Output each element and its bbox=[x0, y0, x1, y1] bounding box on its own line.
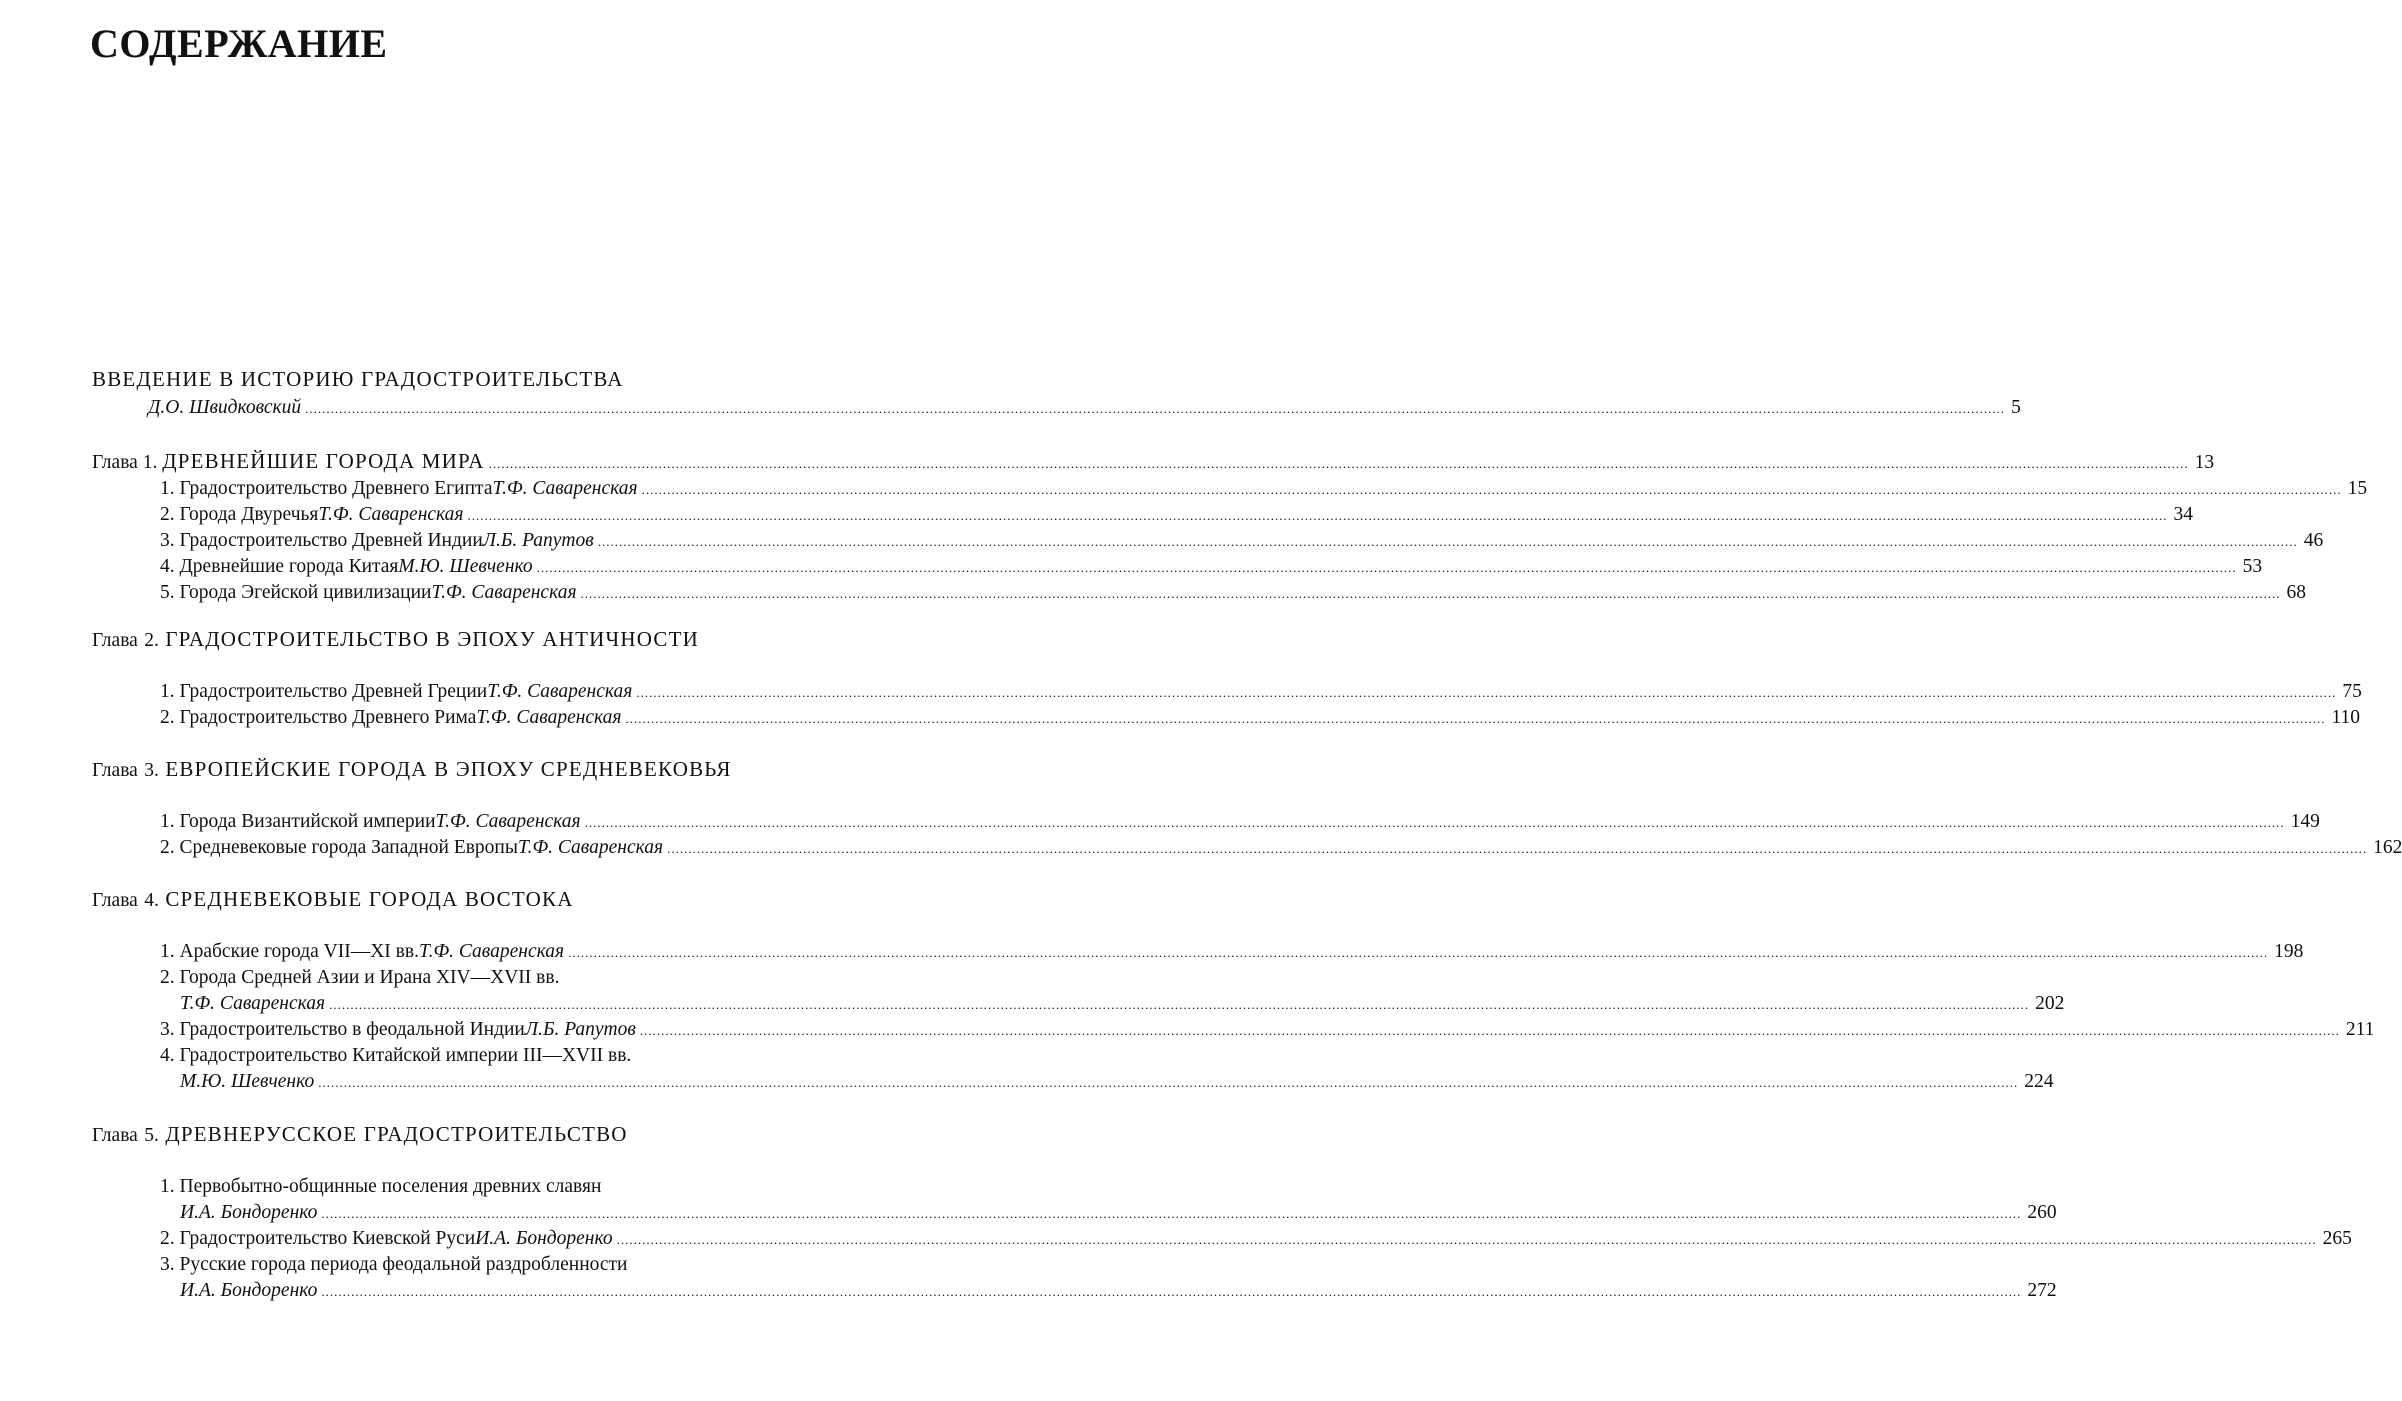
entry-title: 1. Арабские города VII—XI вв. bbox=[160, 941, 419, 962]
dot-leader: ................................................................................................................................................................................................................................................................................................................................................................................................................ bbox=[625, 711, 2326, 726]
toc-entry bbox=[180, 1069, 2054, 1096]
entry-title: 1. Градостроительство Древнего Египта bbox=[160, 478, 493, 499]
entry-author: М.Ю. Шевченко bbox=[398, 556, 533, 577]
entry-title: 1. Города Византийской империи bbox=[160, 811, 436, 832]
page-number: 211 bbox=[2345, 1019, 2375, 1040]
entry-title: 5. Города Эгейской цивилизации bbox=[160, 582, 432, 603]
toc-entry bbox=[180, 1200, 2057, 1227]
dot-leader: ................................................................................................................................................................................................................................................................................................................................................................................................................ bbox=[584, 815, 2285, 830]
page-number: 15 bbox=[2347, 478, 2368, 499]
toc-entry bbox=[180, 991, 2065, 1018]
entry-title: 2. Градостроительство Киевской Руси bbox=[160, 1228, 476, 1249]
entry-author: Л.Б. Рапутов bbox=[482, 530, 594, 551]
toc-entry bbox=[160, 809, 2320, 836]
chapter-number: 1. bbox=[142, 452, 158, 473]
toc-row bbox=[0, 1252, 1000, 1278]
chapter-heading-row bbox=[92, 887, 574, 912]
toc-row bbox=[0, 991, 2065, 1017]
page-number: 272 bbox=[2027, 1280, 2057, 1301]
dot-leader: ................................................................................................................................................................................................................................................................................................................................................................................................................ bbox=[305, 401, 2006, 416]
dot-leader: ................................................................................................................................................................................................................................................................................................................................................................................................................ bbox=[639, 1023, 2340, 1038]
toc-row bbox=[0, 679, 2362, 705]
page-number: 75 bbox=[2342, 681, 2362, 702]
chapter-label: Глава bbox=[92, 760, 138, 781]
entry-author: Т.Ф. Саваренская bbox=[492, 478, 638, 499]
toc-row bbox=[0, 1174, 1000, 1200]
toc-row bbox=[0, 476, 2368, 502]
entry-title: 2. Градостроительство Древнего Рима bbox=[160, 707, 477, 728]
entry-author: Т.Ф. Саваренская bbox=[487, 681, 633, 702]
chapter-label: Глава bbox=[92, 890, 138, 911]
page-number: 5 bbox=[2011, 397, 2021, 418]
entry-author: Т.Ф. Саваренская bbox=[318, 504, 464, 525]
dot-leader: ................................................................................................................................................................................................................................................................................................................................................................................................................ bbox=[636, 685, 2337, 700]
entry-title: 2. Города Двуречья bbox=[160, 504, 319, 525]
toc-row bbox=[0, 554, 2263, 580]
intro-author: Д.О. Швидковский bbox=[148, 397, 302, 418]
dot-leader: ................................................................................................................................................................................................................................................................................................................................................................................................................ bbox=[488, 456, 2189, 471]
chapter-number: 4. bbox=[144, 890, 159, 911]
page-number: 265 bbox=[2322, 1228, 2352, 1249]
entry-author: И.А. Бондоренко bbox=[475, 1228, 613, 1249]
page-number: 68 bbox=[2286, 582, 2307, 603]
page-number: 13 bbox=[2194, 452, 2215, 473]
dot-leader: ................................................................................................................................................................................................................................................................................................................................................................................................................ bbox=[536, 560, 2237, 575]
chapter-title: СРЕДНЕВЕКОВЫЕ ГОРОДА ВОСТОКА bbox=[165, 887, 574, 911]
chapter-heading-row bbox=[0, 448, 2215, 474]
toc-row bbox=[0, 705, 2361, 731]
dot-leader: ................................................................................................................................................................................................................................................................................................................................................................................................................ bbox=[597, 534, 2298, 549]
entry-title: 4. Градостроительство Китайской империи III—XVII вв. bbox=[160, 1045, 632, 1066]
page-number: 34 bbox=[2173, 504, 2193, 525]
toc-entry bbox=[160, 939, 2304, 966]
page-number: 260 bbox=[2027, 1202, 2057, 1223]
dot-leader: ................................................................................................................................................................................................................................................................................................................................................................................................................ bbox=[568, 945, 2269, 960]
toc-entry bbox=[160, 835, 2402, 862]
dot-leader: ................................................................................................................................................................................................................................................................................................................................................................................................................ bbox=[329, 997, 2030, 1012]
intro-heading-row bbox=[92, 367, 624, 392]
entry-author: И.А. Бондоренко bbox=[180, 1202, 318, 1223]
page-number: 53 bbox=[2242, 556, 2263, 577]
dot-leader: ................................................................................................................................................................................................................................................................................................................................................................................................................ bbox=[467, 508, 2168, 523]
toc-row bbox=[0, 1069, 2054, 1095]
dot-leader: ................................................................................................................................................................................................................................................................................................................................................................................................................ bbox=[667, 841, 2368, 856]
page-number: 198 bbox=[2274, 941, 2304, 962]
chapter-title: ГРАДОСТРОИТЕЛЬСТВО В ЭПОХУ АНТИЧНОСТИ bbox=[165, 627, 699, 651]
chapter-number: 2. bbox=[144, 630, 159, 651]
toc-entry bbox=[160, 476, 2368, 503]
toc-row bbox=[0, 835, 2402, 861]
entry-author: Л.Б. Рапутов bbox=[524, 1019, 636, 1040]
toc-entry bbox=[160, 1226, 2352, 1253]
toc-entry bbox=[180, 1278, 2057, 1305]
toc-row bbox=[0, 1043, 1000, 1069]
toc-entry bbox=[160, 1017, 2375, 1044]
toc-row bbox=[0, 1200, 2057, 1226]
chapter-title: ДРЕВНЕРУССКОЕ ГРАДОСТРОИТЕЛЬСТВО bbox=[165, 1122, 628, 1146]
dot-leader: ................................................................................................................................................................................................................................................................................................................................................................................................................ bbox=[321, 1206, 2022, 1221]
toc-row bbox=[0, 939, 2304, 965]
chapter-label: Глава bbox=[92, 452, 138, 473]
page-number: 46 bbox=[2303, 530, 2324, 551]
toc-row bbox=[0, 1017, 2375, 1043]
entry-title: 2. Средневековые города Западной Европы bbox=[160, 837, 518, 858]
chapter-label: Глава bbox=[92, 1125, 138, 1146]
toc-row bbox=[0, 580, 2307, 606]
dot-leader: ................................................................................................................................................................................................................................................................................................................................................................................................................ bbox=[321, 1284, 2022, 1299]
dot-leader: ................................................................................................................................................................................................................................................................................................................................................................................................................ bbox=[318, 1075, 2019, 1090]
entry-title: 3. Градостроительство в феодальной Индии bbox=[160, 1019, 525, 1040]
intro-author-row bbox=[0, 395, 2021, 421]
toc-entry bbox=[160, 528, 2324, 555]
toc-row bbox=[0, 1278, 2057, 1304]
page-title: СОДЕРЖАНИЕ bbox=[90, 21, 388, 66]
intro-heading: ВВЕДЕНИЕ В ИСТОРИЮ ГРАДОСТРОИТЕЛЬСТВА bbox=[92, 367, 624, 391]
entry-title: 3. Градостроительство Древней Индии bbox=[160, 530, 483, 551]
dot-leader: ................................................................................................................................................................................................................................................................................................................................................................................................................ bbox=[580, 586, 2281, 601]
chapter-title: ЕВРОПЕЙСКИЕ ГОРОДА В ЭПОХУ СРЕДНЕВЕКОВЬЯ bbox=[165, 757, 732, 781]
entry-author: И.А. Бондоренко bbox=[180, 1280, 318, 1301]
chapter-number: 5. bbox=[144, 1125, 159, 1146]
page-number: 149 bbox=[2290, 811, 2320, 832]
toc-entry bbox=[160, 554, 2263, 581]
toc-row bbox=[0, 965, 1000, 991]
entry-title: 3. Русские города периода феодальной раздробленности bbox=[160, 1254, 628, 1275]
toc-row bbox=[0, 809, 2320, 835]
entry-title: 2. Города Средней Азии и Ирана XIV—XVII вв. bbox=[160, 967, 560, 988]
entry-author: Т.Ф. Саваренская bbox=[431, 582, 577, 603]
chapter-heading-row bbox=[92, 757, 732, 782]
entry-author: Т.Ф. Саваренская bbox=[476, 707, 622, 728]
toc-entry bbox=[148, 395, 2021, 422]
entry-title: 1. Первобытно-общинные поселения древних славян bbox=[160, 1176, 602, 1197]
chapter-number: 3. bbox=[144, 760, 159, 781]
entry-author: Т.Ф. Саваренская bbox=[418, 941, 565, 962]
page-number: 224 bbox=[2024, 1071, 2054, 1092]
entry-author: Т.Ф. Саваренская bbox=[180, 993, 326, 1014]
entry-author: М.Ю. Шевченко bbox=[180, 1071, 315, 1092]
toc-row bbox=[0, 502, 2193, 528]
page-number: 202 bbox=[2035, 993, 2065, 1014]
chapter-label: Глава bbox=[92, 630, 138, 651]
entry-title: 1. Градостроительство Древней Греции bbox=[160, 681, 488, 702]
dot-leader: ................................................................................................................................................................................................................................................................................................................................................................................................................ bbox=[616, 1232, 2317, 1247]
chapter-heading-row bbox=[92, 1122, 628, 1147]
entry-title: 4. Древнейшие города Китая bbox=[160, 556, 399, 577]
toc-row bbox=[0, 528, 2324, 554]
chapter-heading-row bbox=[92, 627, 699, 652]
toc-entry bbox=[160, 580, 2307, 607]
toc-entry bbox=[160, 705, 2361, 732]
page-number: 162 bbox=[2373, 837, 2402, 858]
toc-row bbox=[0, 1226, 2352, 1252]
toc-entry bbox=[92, 448, 2215, 477]
dot-leader: ................................................................................................................................................................................................................................................................................................................................................................................................................ bbox=[641, 482, 2342, 497]
toc-entry bbox=[160, 679, 2362, 706]
chapter-title: ДРЕВНЕЙШИЕ ГОРОДА МИРА bbox=[162, 449, 485, 473]
entry-author: Т.Ф. Саваренская bbox=[435, 811, 581, 832]
entry-author: Т.Ф. Саваренская bbox=[517, 837, 664, 858]
toc-entry bbox=[160, 502, 2193, 529]
page-number: 110 bbox=[2331, 707, 2361, 728]
